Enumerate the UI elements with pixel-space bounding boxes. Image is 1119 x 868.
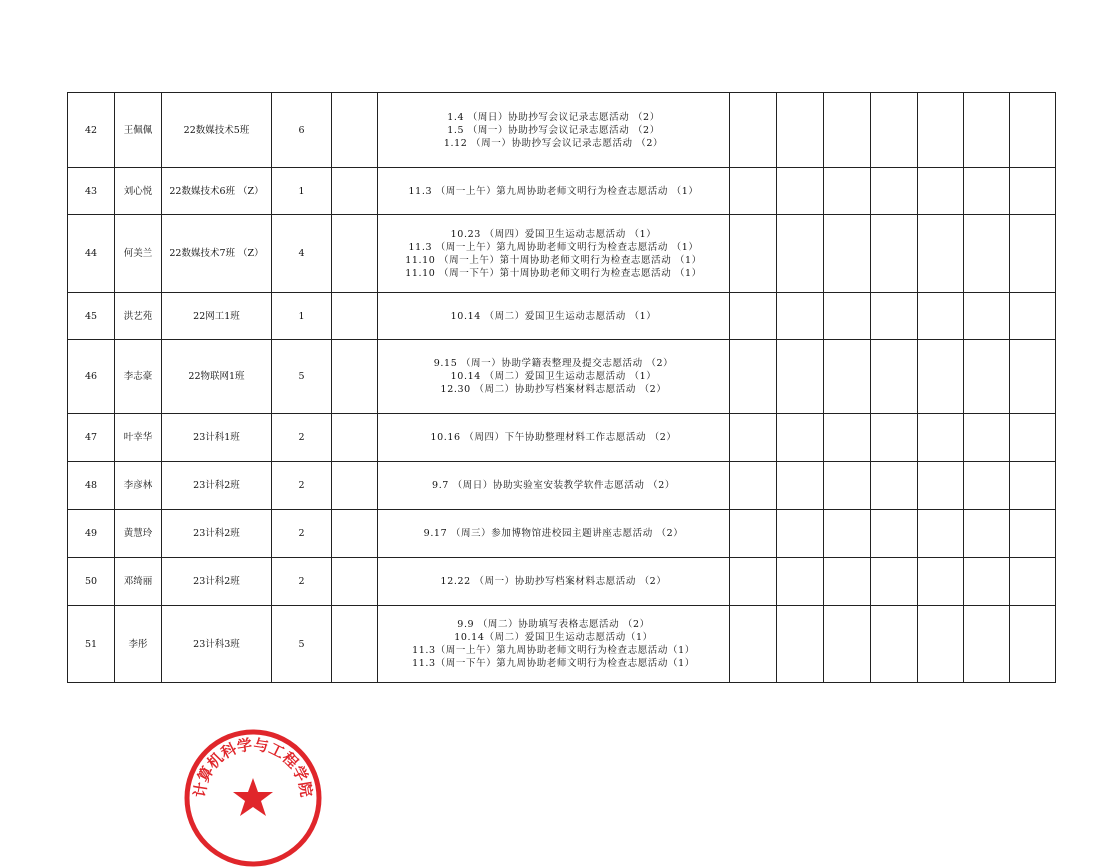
empty-cell	[871, 215, 918, 293]
table-row	[68, 340, 1056, 414]
table-body	[68, 93, 1056, 683]
activity-line: 9.15 （周一）协助学籍表整理及提交志愿活动 （2）	[433, 358, 674, 369]
student-name-cell: 王佩佩	[115, 93, 162, 168]
empty-cell	[871, 462, 918, 510]
empty-cell	[332, 340, 378, 414]
empty-cell	[1010, 414, 1056, 462]
empty-cell	[824, 168, 871, 215]
student-name-cell: 洪艺苑	[115, 293, 162, 340]
empty-cell	[332, 414, 378, 462]
empty-cell	[824, 558, 871, 606]
activity-line: 9.9 （周二）协助填写表格志愿活动 （2）	[457, 619, 650, 630]
activity-line: 10.14（周二）爱国卫生运动志愿活动（1）	[454, 632, 653, 643]
table-row	[68, 93, 1056, 168]
empty-cell	[964, 93, 1010, 168]
row-number-cell: 42	[68, 93, 115, 168]
empty-cell	[332, 293, 378, 340]
empty-cell	[777, 340, 824, 414]
empty-cell	[730, 414, 777, 462]
empty-cell	[730, 168, 777, 215]
hours-cell: 6	[272, 93, 332, 168]
empty-cell	[918, 462, 964, 510]
activity-line: 11.3（周一上午）第九周协助老师文明行为检查志愿活动（1）	[412, 645, 695, 656]
empty-cell	[964, 340, 1010, 414]
row-number-cell: 49	[68, 510, 115, 558]
activities-cell	[378, 462, 730, 510]
table-row	[68, 558, 1056, 606]
activities-cell	[378, 293, 730, 340]
row-number-cell: 43	[68, 168, 115, 215]
row-number-cell: 44	[68, 215, 115, 293]
activity-line: 9.7 （周日）协助实验室安装教学软件志愿活动 （2）	[432, 480, 675, 491]
hours-cell: 5	[272, 340, 332, 414]
activity-line: 1.12 （周一）协助抄写会议记录志愿活动 （2）	[443, 137, 664, 149]
empty-cell	[824, 340, 871, 414]
class-cell: 23计科1班	[162, 414, 272, 462]
class-cell: 23计科2班	[162, 462, 272, 510]
empty-cell	[824, 215, 871, 293]
activity-line: 11.3 （周一上午）第九周协助老师文明行为检查志愿活动 （1）	[408, 185, 699, 197]
empty-cell	[730, 462, 777, 510]
empty-cell	[871, 606, 918, 683]
row-number-cell: 45	[68, 293, 115, 340]
empty-cell	[824, 462, 871, 510]
activities-cell	[378, 215, 730, 293]
empty-cell	[332, 215, 378, 293]
empty-cell	[730, 340, 777, 414]
activities-cell	[378, 93, 730, 168]
empty-cell	[1010, 558, 1056, 606]
row-number-cell: 47	[68, 414, 115, 462]
activities-cell	[378, 168, 730, 215]
activity-line: 12.30 （周二）协助抄写档案材料志愿活动 （2）	[440, 384, 667, 395]
empty-cell	[964, 510, 1010, 558]
student-name-cell: 李彤	[115, 606, 162, 683]
empty-cell	[777, 558, 824, 606]
empty-cell	[871, 340, 918, 414]
activity-line: 10.23 （周四）爱国卫生运动志愿活动 （1）	[450, 228, 657, 240]
empty-cell	[824, 414, 871, 462]
activity-line: 11.10 （周一下午）第十周协助老师文明行为检查志愿活动 （1）	[405, 267, 702, 279]
svg-text:计算机科学与工程学院: 计算机科学与工程学院	[190, 735, 316, 799]
class-cell: 22数媒技术5班	[162, 93, 272, 168]
hours-cell: 2	[272, 462, 332, 510]
empty-cell	[964, 215, 1010, 293]
table-row	[68, 606, 1056, 683]
table-row	[68, 215, 1056, 293]
empty-cell	[918, 414, 964, 462]
empty-cell	[871, 168, 918, 215]
class-cell: 22数媒技术6班 （Z）	[162, 168, 272, 215]
empty-cell	[824, 93, 871, 168]
table-row	[68, 414, 1056, 462]
empty-cell	[332, 606, 378, 683]
empty-cell	[1010, 340, 1056, 414]
activity-line: 11.3 （周一上午）第九周协助老师文明行为检查志愿活动 （1）	[408, 241, 699, 253]
empty-cell	[871, 293, 918, 340]
empty-cell	[730, 93, 777, 168]
activity-line: 9.17 （周三）参加博物馆进校园主题讲座志愿活动 （2）	[423, 528, 684, 539]
empty-cell	[871, 414, 918, 462]
class-cell: 22数媒技术7班 （Z）	[162, 215, 272, 293]
empty-cell	[332, 558, 378, 606]
volunteer-records-table	[67, 92, 1056, 683]
empty-cell	[332, 462, 378, 510]
row-number-cell: 50	[68, 558, 115, 606]
student-name-cell: 叶幸华	[115, 414, 162, 462]
empty-cell	[918, 606, 964, 683]
student-name-cell: 刘心悦	[115, 168, 162, 215]
hours-cell: 2	[272, 510, 332, 558]
activities-cell	[378, 606, 730, 683]
hours-cell: 2	[272, 558, 332, 606]
empty-cell	[964, 168, 1010, 215]
hours-cell: 1	[272, 293, 332, 340]
activity-line: 11.3（周一下午）第九周协助老师文明行为检查志愿活动（1）	[412, 658, 695, 669]
activities-cell	[378, 510, 730, 558]
empty-cell	[777, 414, 824, 462]
empty-cell	[777, 93, 824, 168]
empty-cell	[824, 606, 871, 683]
empty-cell	[332, 93, 378, 168]
empty-cell	[918, 510, 964, 558]
activity-line: 10.16 （周四）下午协助整理材料工作志愿活动 （2）	[430, 432, 677, 443]
table-row	[68, 510, 1056, 558]
row-number-cell: 46	[68, 340, 115, 414]
student-name-cell: 黄慧玲	[115, 510, 162, 558]
empty-cell	[918, 293, 964, 340]
empty-cell	[1010, 606, 1056, 683]
activity-line: 1.4 （周日）协助抄写会议记录志愿活动 （2）	[447, 111, 660, 123]
activity-line: 11.10 （周一上午）第十周协助老师文明行为检查志愿活动 （1）	[405, 254, 702, 266]
empty-cell	[918, 558, 964, 606]
table-row	[68, 462, 1056, 510]
student-name-cell: 李志豪	[115, 340, 162, 414]
empty-cell	[332, 168, 378, 215]
hours-cell: 2	[272, 414, 332, 462]
empty-cell	[1010, 293, 1056, 340]
hours-cell: 5	[272, 606, 332, 683]
activity-line: 10.14 （周二）爱国卫生运动志愿活动 （1）	[450, 371, 657, 382]
student-name-cell: 何美兰	[115, 215, 162, 293]
class-cell: 22网工1班	[162, 293, 272, 340]
row-number-cell: 48	[68, 462, 115, 510]
empty-cell	[730, 606, 777, 683]
activity-line: 1.5 （周一）协助抄写会议记录志愿活动 （2）	[447, 124, 660, 136]
empty-cell	[918, 340, 964, 414]
empty-cell	[1010, 168, 1056, 215]
student-name-cell: 邓绮丽	[115, 558, 162, 606]
empty-cell	[918, 93, 964, 168]
empty-cell	[964, 462, 1010, 510]
empty-cell	[1010, 510, 1056, 558]
empty-cell	[777, 510, 824, 558]
empty-cell	[730, 558, 777, 606]
empty-cell	[1010, 215, 1056, 293]
empty-cell	[332, 510, 378, 558]
student-name-cell: 李彦林	[115, 462, 162, 510]
empty-cell	[777, 462, 824, 510]
empty-cell	[824, 510, 871, 558]
empty-cell	[871, 510, 918, 558]
empty-cell	[777, 606, 824, 683]
hours-cell: 4	[272, 215, 332, 293]
empty-cell	[964, 606, 1010, 683]
empty-cell	[1010, 462, 1056, 510]
activities-cell	[378, 414, 730, 462]
empty-cell	[871, 93, 918, 168]
row-number-cell: 51	[68, 606, 115, 683]
empty-cell	[777, 168, 824, 215]
empty-cell	[730, 293, 777, 340]
activity-line: 10.14 （周二）爱国卫生运动志愿活动 （1）	[450, 310, 657, 322]
empty-cell	[1010, 93, 1056, 168]
class-cell: 23计科3班	[162, 606, 272, 683]
empty-cell	[918, 168, 964, 215]
empty-cell	[730, 215, 777, 293]
table-row	[68, 168, 1056, 215]
class-cell: 23计科2班	[162, 558, 272, 606]
empty-cell	[777, 293, 824, 340]
activity-line: 12.22 （周一）协助抄写档案材料志愿活动 （2）	[440, 576, 667, 587]
class-cell: 23计科2班	[162, 510, 272, 558]
empty-cell	[730, 510, 777, 558]
empty-cell	[964, 414, 1010, 462]
empty-cell	[824, 293, 871, 340]
empty-cell	[964, 293, 1010, 340]
official-seal	[183, 728, 323, 868]
empty-cell	[871, 558, 918, 606]
table-row	[68, 293, 1056, 340]
empty-cell	[918, 215, 964, 293]
hours-cell: 1	[272, 168, 332, 215]
empty-cell	[964, 558, 1010, 606]
class-cell: 22物联网1班	[162, 340, 272, 414]
empty-cell	[777, 215, 824, 293]
activities-cell	[378, 558, 730, 606]
activities-cell	[378, 340, 730, 414]
